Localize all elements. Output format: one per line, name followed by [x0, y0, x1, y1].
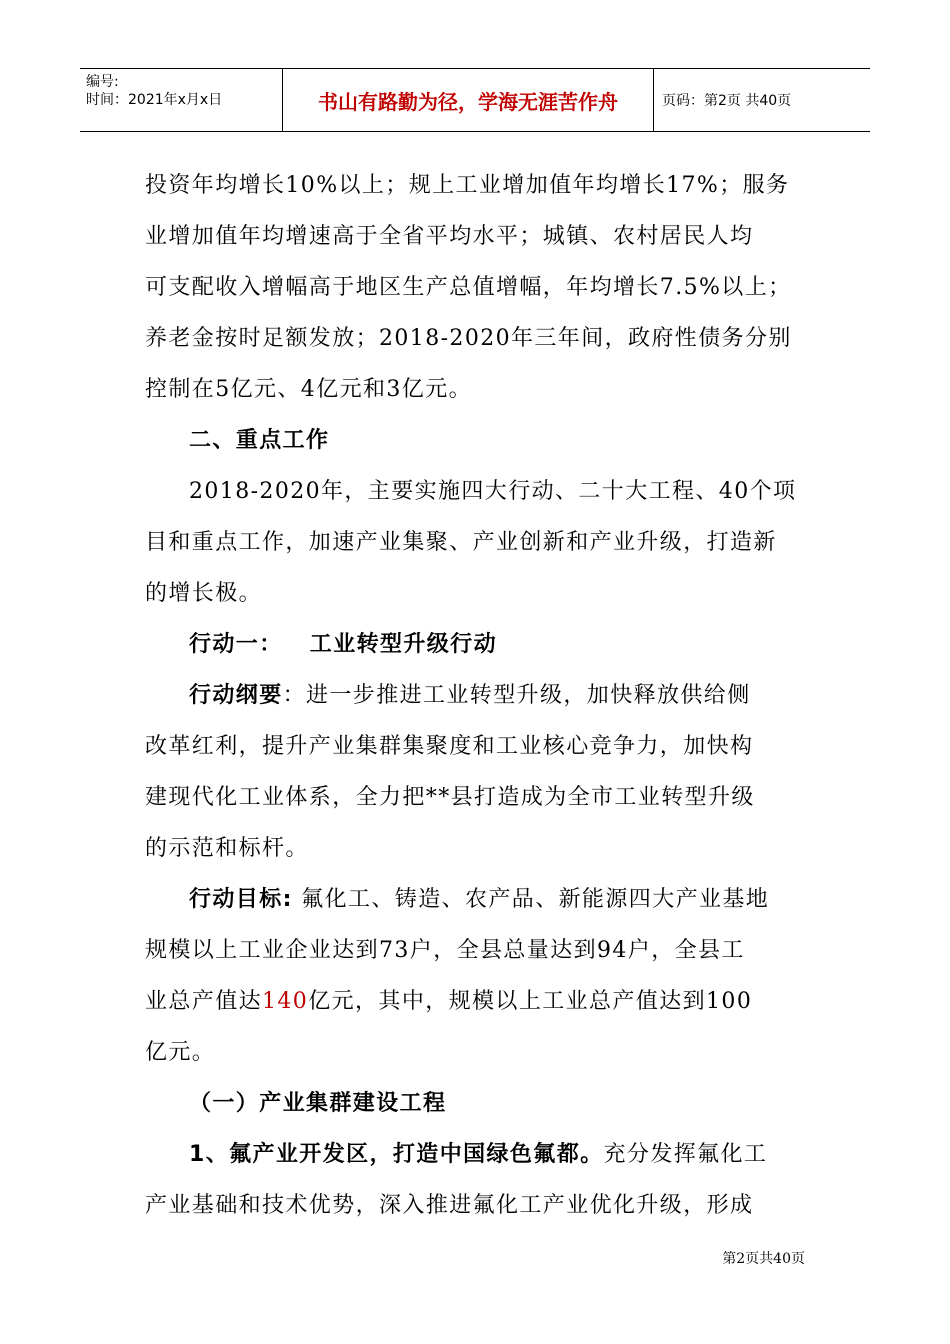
- header-motto: 书山有路勤为径，学海无涯苦作舟: [318, 90, 618, 114]
- doc-code-label: 编号:: [86, 74, 119, 90]
- text-segment: 业总产值达: [145, 989, 263, 1014]
- header-right-cell: [654, 69, 870, 131]
- goal-text: 氟化工、铸造、农产品、新能源四大产业基地: [292, 887, 770, 912]
- paragraph-line: 改革红利，提升产业集群集聚度和工业核心竞争力，加快构: [145, 734, 754, 759]
- item-text: 充分发挥氟化工: [603, 1142, 768, 1167]
- highlighted-number: 140: [262, 989, 309, 1014]
- item-heading: 1、氟产业开发区，打造中国绿色氟都。: [189, 1142, 604, 1167]
- header-page-label: 页码：第2页 共40页: [662, 93, 792, 109]
- paragraph-line: 规模以上工业企业达到73户，全县总量达到94户，全县工: [145, 938, 745, 963]
- text-segment: 亿元，其中，规模以上工业总产值达到100: [308, 989, 753, 1014]
- paragraph-line: 亿元。: [145, 1040, 216, 1065]
- header-left-cell: [80, 69, 282, 131]
- paragraph-line: [145, 670, 810, 721]
- paragraph-line: 可支配收入增幅高于地区生产总值增幅，年均增长7.5%以上；: [145, 275, 792, 300]
- paragraph-line: 控制在5亿元、4亿元和3亿元。: [145, 377, 472, 402]
- goal-label: 行动目标:: [189, 887, 293, 912]
- paragraph-line: 建现代化工业体系，全力把**县打造成为全市工业转型升级: [145, 785, 755, 810]
- paragraph-line: 目和重点工作，加速产业集聚、产业创新和产业升级，打造新: [145, 530, 777, 555]
- paragraph-line: 养老金按时足额发放；2018-2020年三年间，政府性债务分别: [145, 326, 792, 351]
- page-footer: 第2页共40页: [722, 1251, 805, 1267]
- outline-label: 行动纲要: [189, 683, 283, 708]
- paragraph-line: 2018-2020年，主要实施四大行动、二十大工程、40个项: [189, 479, 797, 504]
- paragraph-line: [145, 1129, 810, 1180]
- header-middle-cell: [282, 69, 654, 131]
- action-heading: [145, 619, 810, 670]
- header-table: [80, 68, 870, 132]
- section-heading: 二、重点工作: [189, 428, 330, 453]
- action-title: 行动一： 工业转型升级行动: [189, 632, 497, 657]
- doc-time-label: 时间：2021年x月x日: [86, 92, 223, 108]
- paragraph-line: [145, 976, 810, 1027]
- paragraph-line: 的示范和标杆。: [145, 836, 309, 861]
- paragraph-line: 投资年均增长10%以上；规上工业增加值年均增长17%；服务: [145, 173, 790, 198]
- paragraph-line: 的增长极。: [145, 581, 263, 606]
- paragraph-line: [145, 874, 810, 925]
- paragraph-line: 业增加值年均增速高于全省平均水平；城镇、农村居民人均: [145, 224, 754, 249]
- document-body: [145, 160, 810, 1231]
- subsection-heading: （一）产业集群建设工程: [189, 1091, 447, 1116]
- paragraph-line: 产业基础和技术优势，深入推进氟化工产业优化升级，形成: [145, 1193, 754, 1218]
- outline-text: ：进一步推进工业转型升级，加快释放供给侧: [282, 683, 751, 708]
